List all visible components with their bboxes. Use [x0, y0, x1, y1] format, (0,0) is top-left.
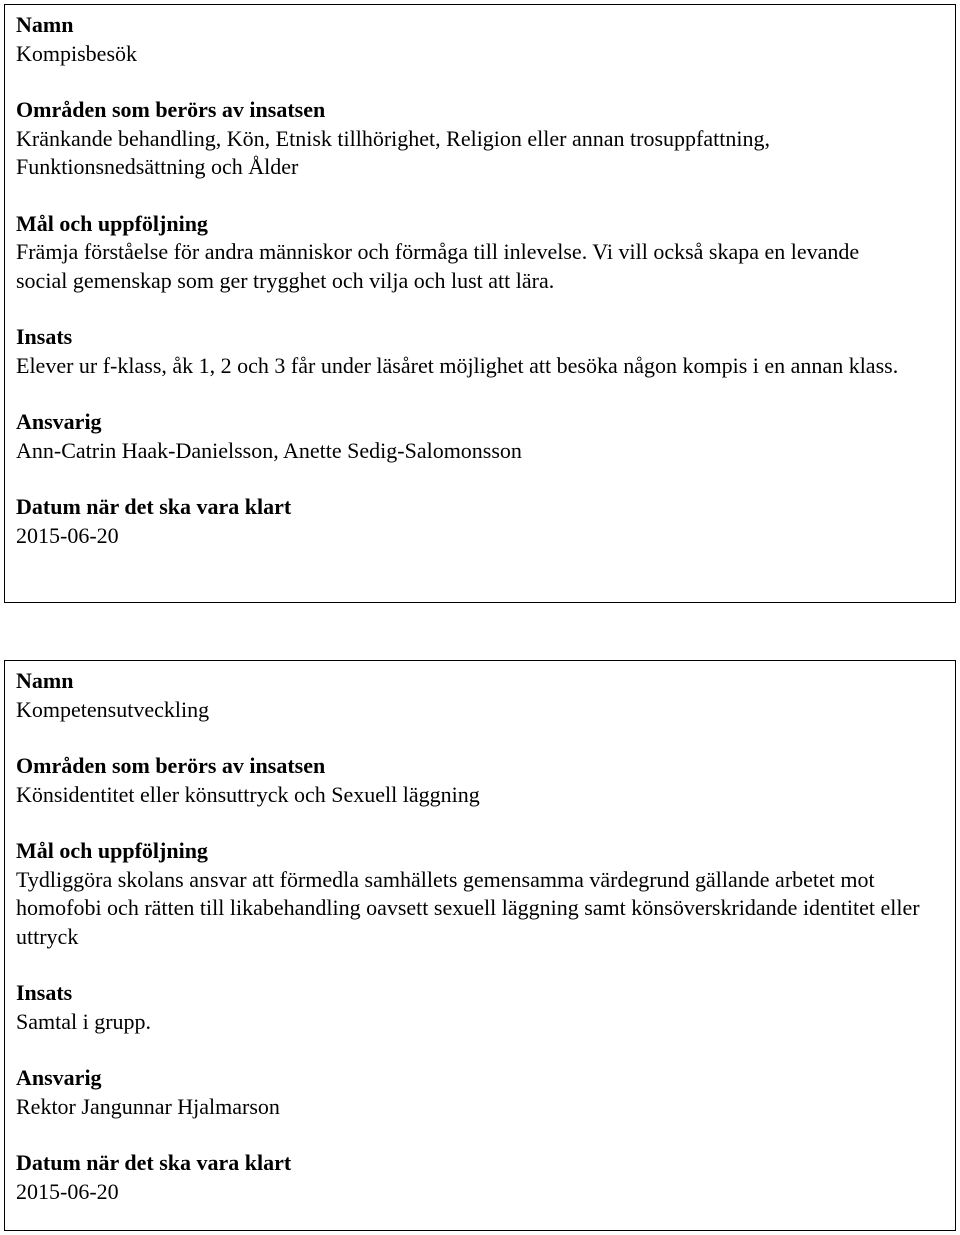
name-value: Kompisbesök	[16, 40, 137, 66]
date-label: Datum när det ska vara klart	[16, 494, 292, 519]
effort-value: Elever ur f-klass, åk 1, 2 och 3 får under läsåret möjlighet att besöka någon kompis i en annan klass.	[16, 352, 899, 378]
action-plan-entry-2	[4, 660, 956, 1231]
name-section	[16, 667, 945, 724]
date-section	[16, 493, 945, 550]
action-plan-entry-1	[4, 4, 956, 603]
responsible-label: Ansvarig	[16, 1065, 102, 1090]
areas-section	[16, 752, 945, 809]
goal-value: Främja förståelse för andra människor och förmåga till inlevelse. Vi vill också skapa en levande social gemenskap som ger trygghet och vilja och lust att lära.	[16, 239, 860, 293]
responsible-section	[16, 408, 945, 465]
date-value: 2015-06-20	[16, 1178, 119, 1204]
date-label: Datum när det ska vara klart	[16, 1150, 292, 1175]
date-section	[16, 1149, 945, 1206]
responsible-section	[16, 1064, 945, 1121]
areas-value: Kränkande behandling, Kön, Etnisk tillhörighet, Religion eller annan trosuppfattning, Funktionsnedsättning och Ålder	[16, 125, 770, 179]
name-label: Namn	[16, 12, 74, 37]
goal-label: Mål och uppföljning	[16, 838, 208, 863]
effort-value: Samtal i grupp.	[16, 1008, 152, 1034]
goal-value: Tydliggöra skolans ansvar att förmedla samhällets gemensamma värdegrund gällande arbetet mot homofobi och rätten till likabehandling oavsett sexuell läggning samt könsöverskridande identitet eller uttryck	[16, 866, 920, 949]
areas-label: Områden som berörs av insatsen	[16, 753, 326, 778]
areas-section	[16, 96, 945, 182]
goal-label: Mål och uppföljning	[16, 210, 208, 236]
responsible-value: Rektor Jangunnar Hjalmarson	[16, 1093, 280, 1119]
areas-value: Könsidentitet eller könsuttryck och Sexuell läggning	[16, 781, 480, 807]
goal-section	[16, 210, 945, 296]
areas-label: Områden som berörs av insatsen	[16, 97, 326, 122]
effort-section	[16, 979, 945, 1036]
date-value: 2015-06-20	[16, 522, 119, 548]
responsible-label: Ansvarig	[16, 409, 102, 434]
goal-section	[16, 837, 945, 951]
responsible-value: Ann-Catrin Haak-Danielsson, Anette Sedig-Salomonsson	[16, 437, 522, 463]
effort-section	[16, 323, 945, 380]
effort-label: Insats	[16, 980, 73, 1005]
name-label: Namn	[16, 668, 74, 693]
effort-label: Insats	[16, 324, 73, 349]
name-section	[16, 11, 945, 68]
name-value: Kompetensutveckling	[16, 696, 210, 722]
